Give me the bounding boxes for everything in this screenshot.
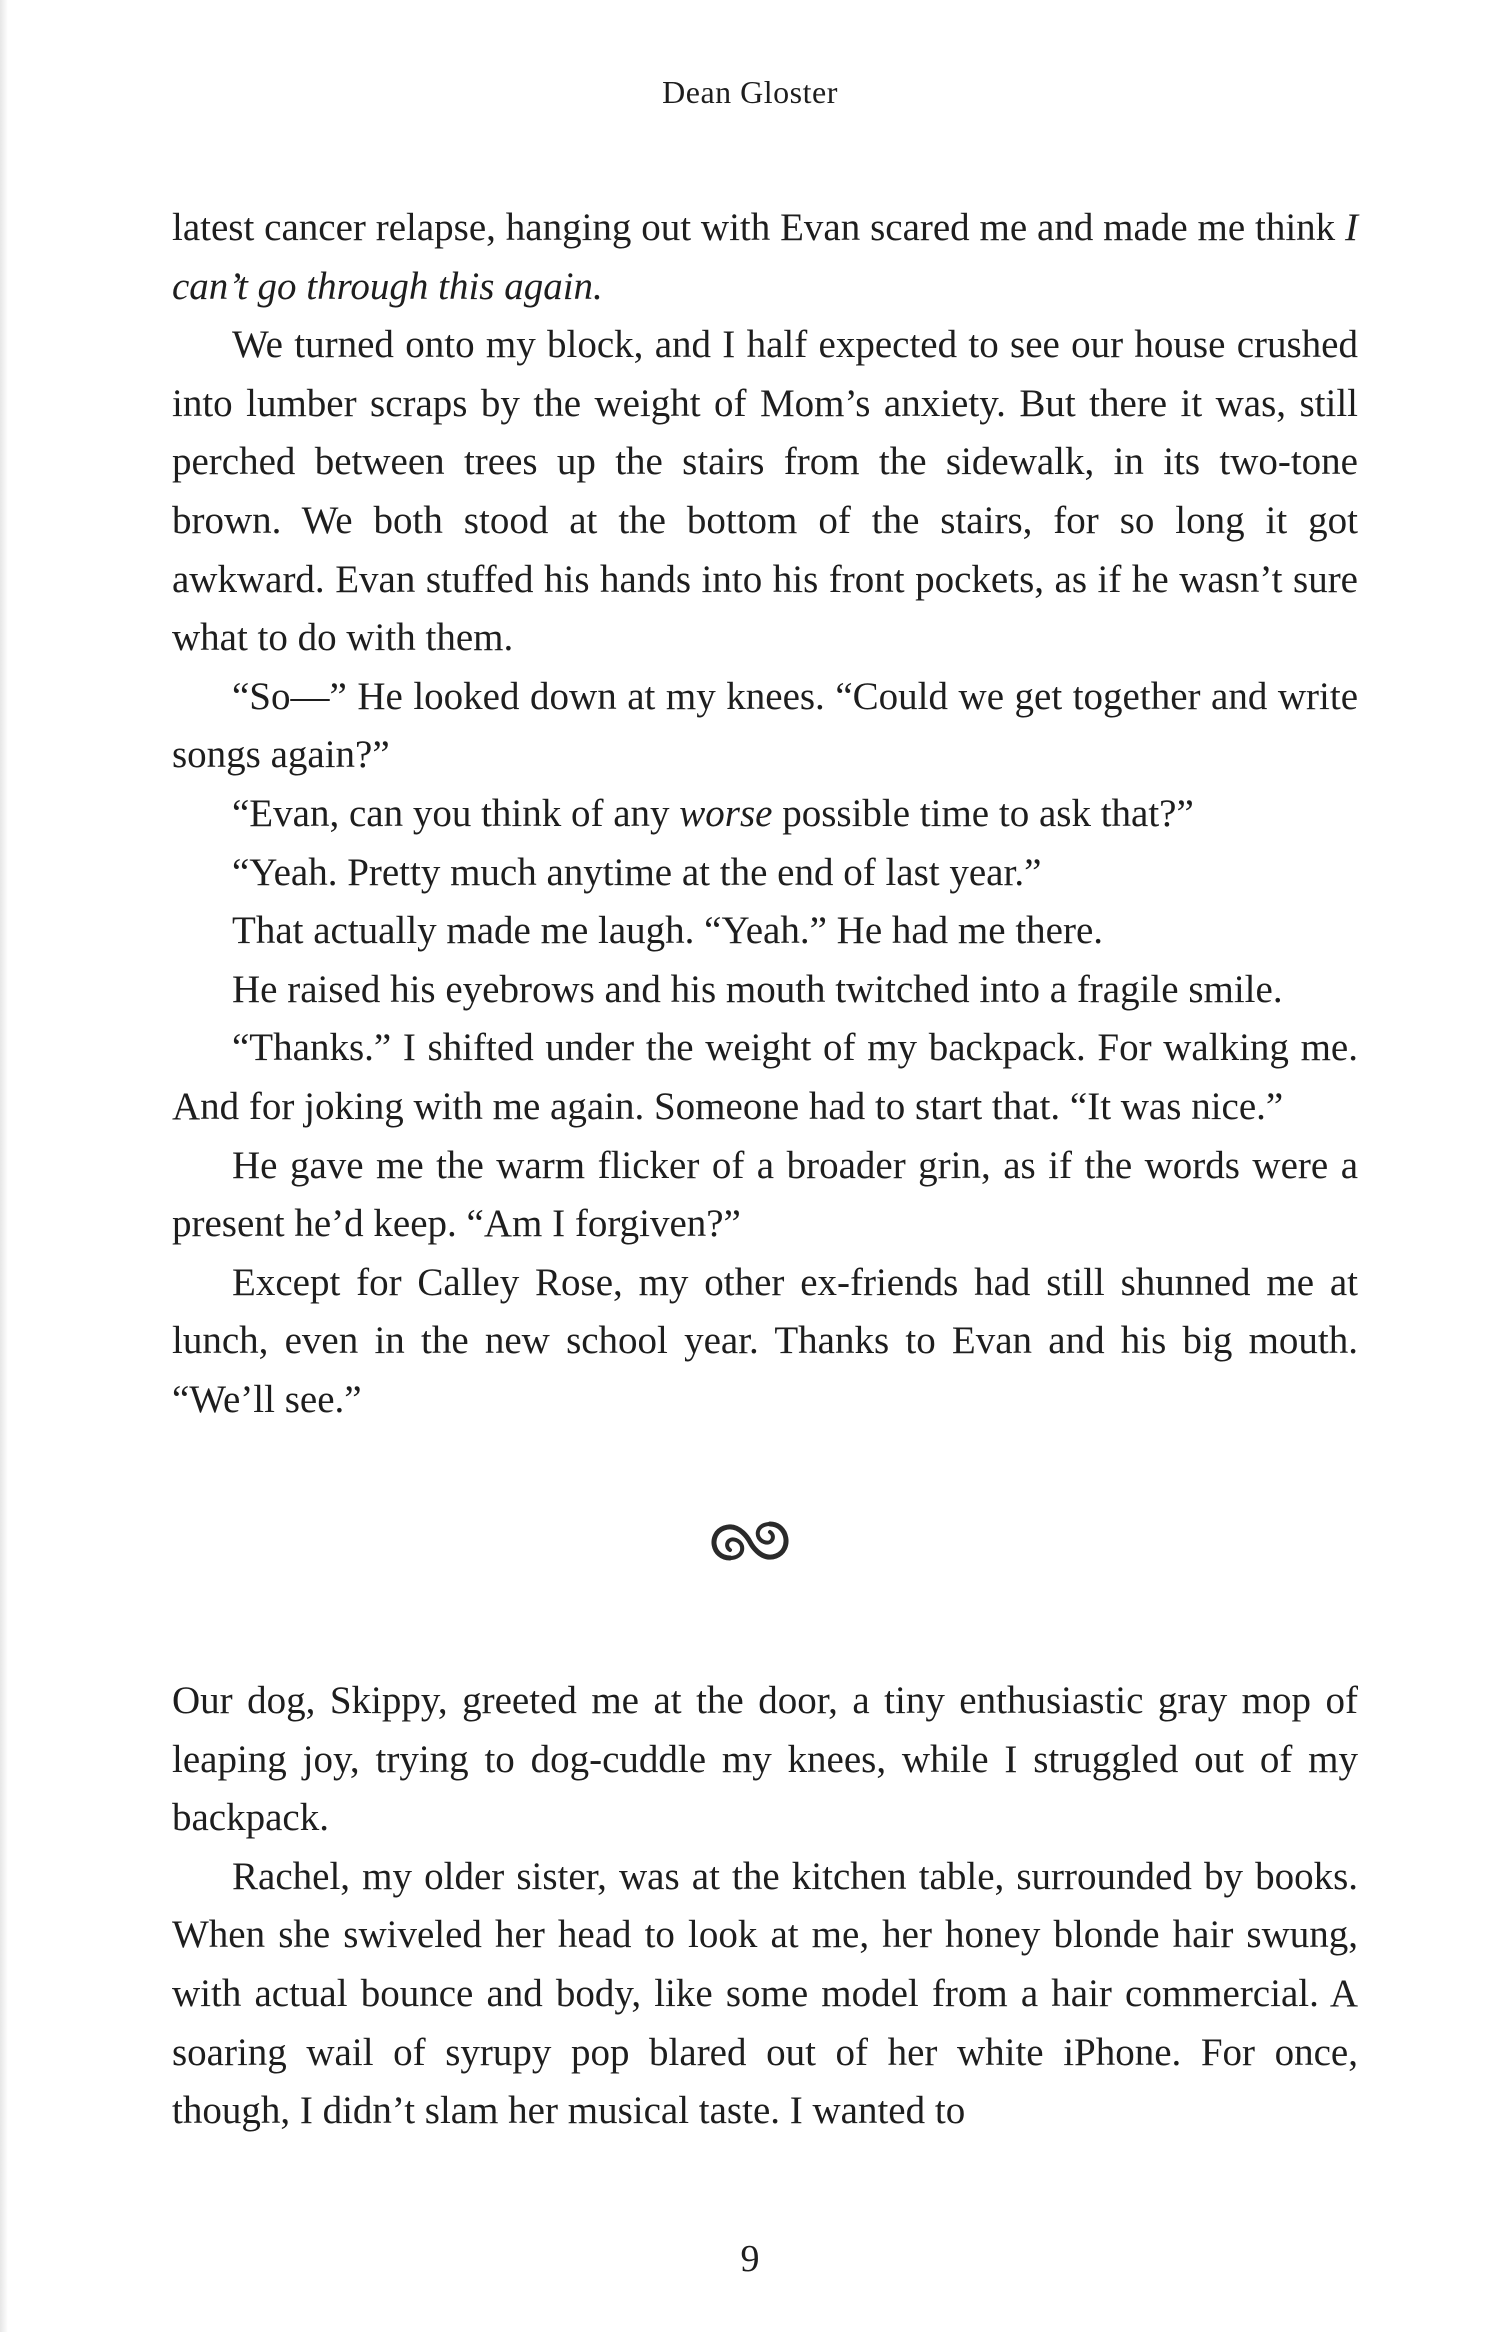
running-header: Dean Gloster [662, 74, 838, 110]
paragraph: “Yeah. Pretty much anytime at the end of last year.” [232, 850, 1042, 894]
text-block-section-1 [172, 199, 1358, 1429]
paragraph-text: possible time to ask that?” [772, 791, 1194, 835]
paragraph: We turned onto my block, and I half expected to see our house crushed into lumber scraps by the weight of Mom’s anxiety. But there it was, still perched between trees up the stairs from the sidewalk, in its two-tone brown. We both stood at the bottom of the stairs, for so long it got awkward. Evan stuffed his hands into his front pockets, as if he wasn’t sure what to do with them. [172, 323, 1358, 660]
paragraph [172, 785, 1358, 844]
page-number: 9 [740, 2238, 760, 2280]
scene-break-flourish-icon [700, 1512, 800, 1568]
paragraph: Our dog, Skippy, greeted me at the door, a tiny enthusiastic gray mop of leaping joy, trying to dog-cuddle my knees, while I struggled out of my backpack. [172, 1679, 1358, 1840]
page-edge-shadow [0, 0, 8, 2332]
paragraph: “Thanks.” I shifted under the weight of my backpack. For walking me. And for joking with me again. Someone had to start that. “It was nice.” [172, 1026, 1358, 1128]
italic-text: I can’t go through this again. [172, 206, 1358, 308]
paragraph [172, 199, 1358, 316]
paragraph-text: latest cancer relapse, hanging out with Evan scared me and made me think [172, 206, 1345, 249]
paragraph: “So—” He looked down at my knees. “Could we get together and write songs again?” [172, 674, 1358, 777]
text-block-section-2 [172, 1672, 1358, 2141]
paragraph: He raised his eyebrows and his mouth twitched into a fragile smile. [232, 967, 1283, 1011]
paragraph: That actually made me laugh. “Yeah.” He had me there. [232, 909, 1104, 953]
paragraph: Rachel, my older sister, was at the kitchen table, surrounded by books. When she swiveled her head to look at me, her honey blonde hair swung, with actual bounce and body, like some model from a hair commercial. A soaring wail of syrupy pop blared out of her white iPhone. For once, though, I didn’t slam her musical taste. I wanted to [172, 1854, 1358, 2133]
paragraph: He gave me the warm flicker of a broader grin, as if the words were a present he’d keep. “Am I forgiven?” [172, 1143, 1358, 1246]
italic-text: worse [679, 791, 773, 835]
paragraph-text: “Evan, can you think of any [232, 791, 680, 835]
paragraph: Except for Calley Rose, my other ex-friends had still shunned me at lunch, even in the new school year. Thanks to Evan and his big mouth. “We’ll see.” [172, 1260, 1358, 1421]
